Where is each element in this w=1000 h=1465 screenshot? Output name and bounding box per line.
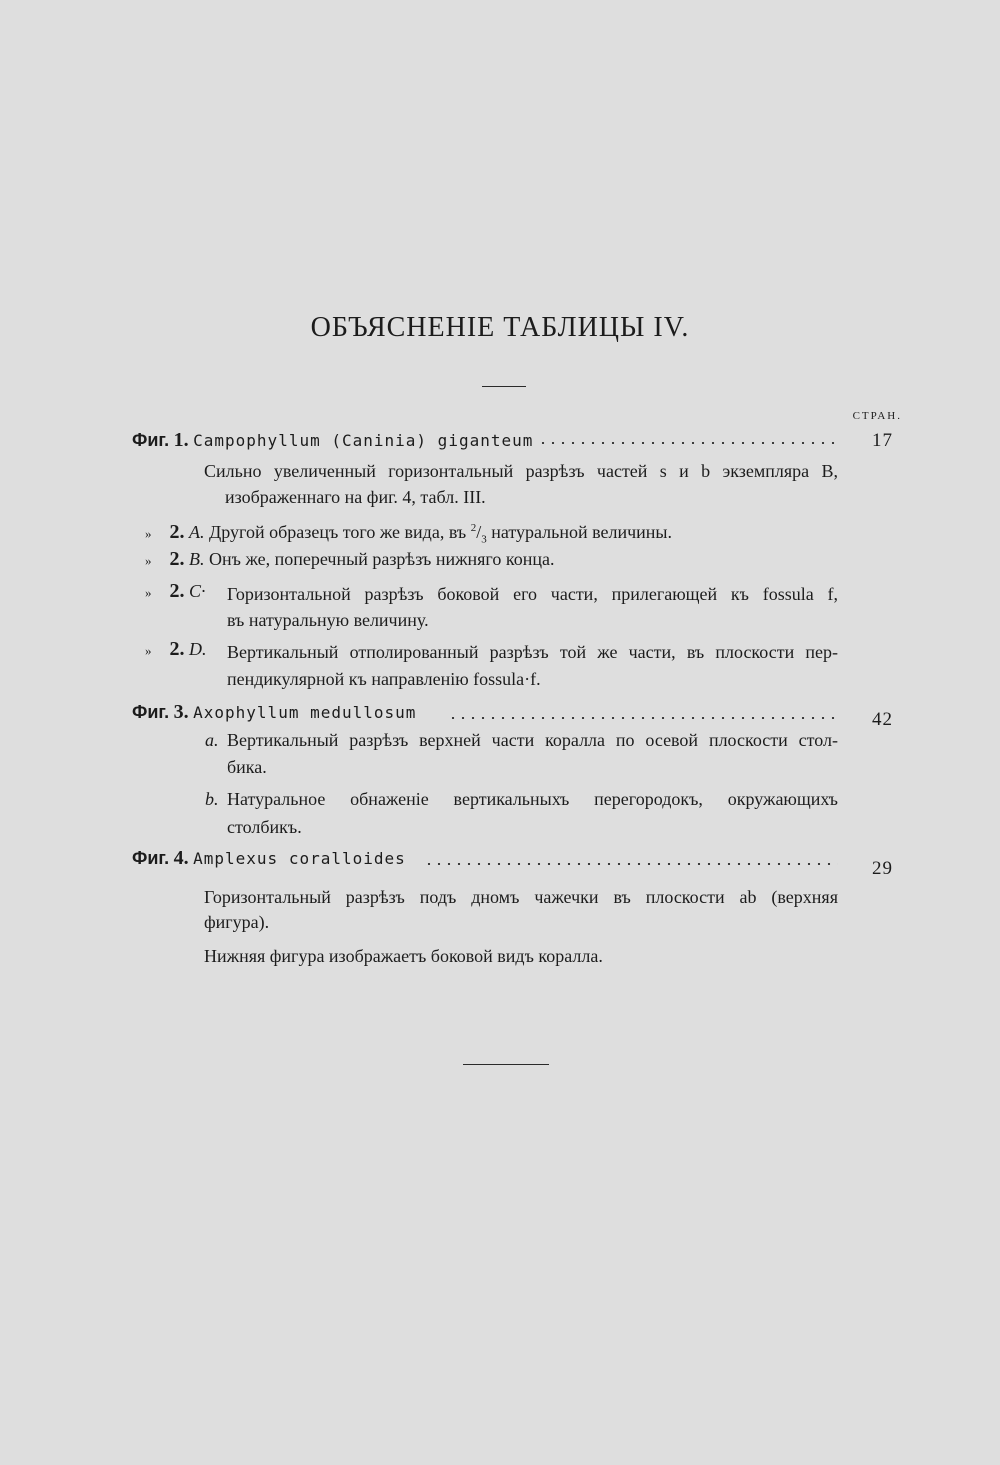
closing-rule <box>463 1064 549 1065</box>
species-name: Campophyllum (Caninia) giganteum <box>193 431 534 450</box>
title-rule <box>482 386 526 387</box>
fig-number: 3. <box>173 701 189 723</box>
description-line: въ натуральную величину. <box>227 610 429 630</box>
page-number: 29 <box>872 858 893 879</box>
fig2c-entry <box>145 580 206 604</box>
item-letter: b. <box>205 789 219 809</box>
description-line: столбикъ. <box>227 817 302 837</box>
ditto-mark: » <box>145 643 152 658</box>
fig-label: Фиг. <box>132 848 170 868</box>
page-column-header: СТРАН. <box>852 410 902 422</box>
ditto-mark: » <box>145 553 152 568</box>
fraction-numerator: 2 <box>470 522 477 534</box>
description-line: Вертикальный отполированный разрѣзъ той же части, въ плоскости пер- <box>227 642 838 662</box>
description-line: Натуральное обнаженіе вертикальныхъ перегородокъ, окружающихъ <box>227 789 838 809</box>
description-line: Нижняя фигура изображаетъ боковой видъ коралла. <box>204 946 603 966</box>
fig1-heading <box>132 429 533 452</box>
fig-label: Фиг. <box>132 702 170 722</box>
fig-number: 1. <box>173 429 189 451</box>
page-title: ОБЪЯСНЕНІЕ ТАБЛИЦЫ IV. <box>310 312 690 343</box>
description-line: Сильно увеличенный горизонтальный разрѣзъ частей s и b экземпляра B, <box>204 461 838 481</box>
fig4-heading <box>132 847 406 870</box>
page-number: 42 <box>872 709 893 730</box>
fig2d-entry <box>145 638 207 662</box>
ditto-mark: » <box>145 585 152 600</box>
leader-dots <box>448 717 838 719</box>
description-line: Горизонтальный разрѣзъ подъ дномъ чажечки въ плоскости ab (верхняя <box>204 887 838 907</box>
fraction-denominator: 3 <box>481 533 487 546</box>
species-name: Amplexus coralloides <box>193 849 406 868</box>
description-line: изображеннаго на фиг. 4, табл. III. <box>225 487 486 507</box>
page-number: 17 <box>872 430 893 451</box>
ditto-mark: » <box>145 526 152 541</box>
description-text: натуральной величины. <box>491 522 673 542</box>
description-line: бика. <box>227 757 267 777</box>
fig-number: 2. <box>169 638 185 660</box>
figure-letter: D. <box>189 639 207 659</box>
figure-letter: A. <box>189 522 205 542</box>
fig-number: 2. <box>169 521 185 543</box>
fig-number: 2. <box>169 548 185 570</box>
fig2a-entry: » 2. A. Другой образецъ того же вида, въ $^2/_3$ натуральной величины. <box>145 521 673 546</box>
description-text: Онъ же, поперечный разрѣзъ нижняго конца. <box>209 549 555 569</box>
leader-dots <box>538 442 838 444</box>
leader-dots <box>424 863 838 865</box>
description-line: Вертикальный разрѣзъ верхней части коралла по осевой плоскости стол- <box>227 730 838 750</box>
description-line: Горизонтальной разрѣзъ боковой его части, прилегающей къ fossula f, <box>227 584 838 604</box>
description-line: пендикулярной къ направленію fossula·f. <box>227 669 541 689</box>
description-text: Другой образецъ того же вида, въ <box>209 522 467 542</box>
species-name: Axophyllum medullosum <box>193 703 417 722</box>
fig-number: 2. <box>169 580 185 602</box>
fig-number: 4. <box>173 847 189 869</box>
item-letter: a. <box>205 730 219 750</box>
fig-label: Фиг. <box>132 430 170 450</box>
fig3-heading <box>132 701 416 724</box>
figure-letter: B. <box>189 549 205 569</box>
description-line: фигура). <box>204 912 270 932</box>
fig2b-entry <box>145 548 554 572</box>
figure-letter: C· <box>189 581 206 601</box>
